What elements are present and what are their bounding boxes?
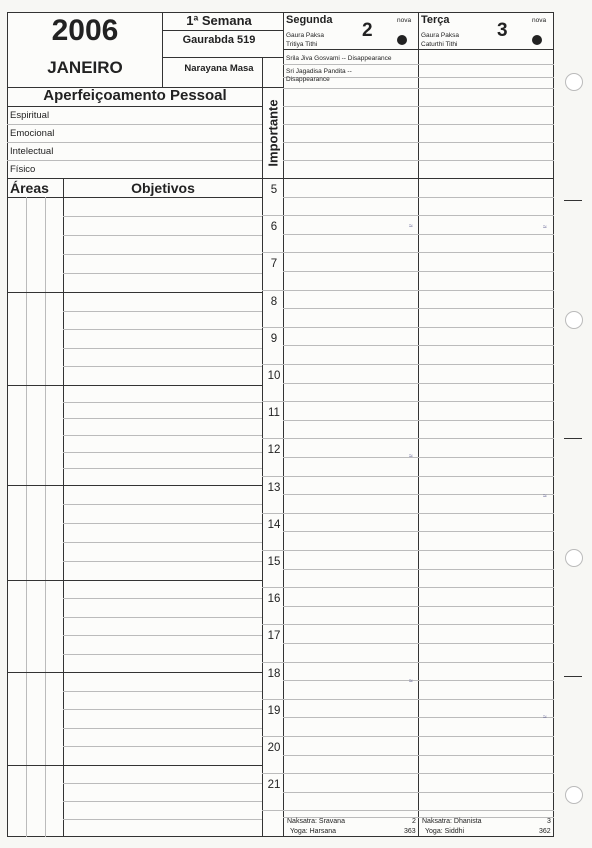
- hour-label: 5: [270, 184, 278, 196]
- hour-label: 9: [270, 332, 278, 345]
- half-hour-line: [283, 345, 554, 346]
- half-hour-line: [283, 643, 554, 644]
- goal-line: [63, 709, 262, 710]
- naksatra-monday: Naksatra: Sravana: [287, 818, 345, 825]
- category-line: [7, 124, 262, 125]
- hour-line: [262, 699, 554, 700]
- goal-block-divider: [7, 485, 262, 486]
- hour-label: 16: [267, 593, 281, 606]
- important-line: [283, 64, 554, 65]
- event-monday-1: Srila Jiva Gosvami -- Disappearance: [286, 55, 392, 62]
- goal-line: [63, 235, 262, 236]
- half-hour-line: [283, 531, 554, 532]
- important-line: [283, 106, 554, 107]
- masa-label: Narayana Masa: [184, 63, 254, 74]
- hour-label: 18: [267, 667, 281, 680]
- half-hour-line: [283, 606, 554, 607]
- gaurabda-label: Gaurabda 519: [182, 34, 256, 46]
- naksatra-number-monday: 2: [412, 818, 416, 825]
- important-label: Importante: [265, 99, 281, 167]
- areas-subcolumn: [26, 197, 27, 837]
- goal-block-divider: [7, 672, 262, 673]
- half-hour-line: [283, 383, 554, 384]
- goal-line: [63, 561, 262, 562]
- event-monday-2: Sri Jagadisa Pandita -- Disappearance: [286, 68, 352, 83]
- goal-block-divider: [7, 580, 262, 581]
- goal-line: [63, 254, 262, 255]
- month-title: JANEIRO: [47, 58, 123, 77]
- header-divider: [162, 12, 163, 87]
- goal-line: [63, 542, 262, 543]
- naksatra-number-tuesday: 3: [547, 818, 551, 825]
- half-hour-line: [283, 308, 554, 309]
- goal-line: [63, 728, 262, 729]
- goal-line: [63, 523, 262, 524]
- goal-line: [63, 418, 262, 419]
- new-moon-icon: [532, 35, 542, 45]
- hour-label: 19: [267, 704, 281, 717]
- hour-line: [262, 662, 554, 663]
- goal-line: [63, 366, 262, 367]
- half-hour-line: [283, 569, 554, 570]
- paksa-monday: Gaura Paksa: [286, 32, 324, 39]
- hour-label: 14: [267, 518, 281, 531]
- week-label: 1ª Semana: [186, 13, 252, 28]
- hour-label: 10: [267, 370, 281, 382]
- half-hour-line: [283, 792, 554, 793]
- half-hour-line: [283, 717, 554, 718]
- goal-line: [63, 273, 262, 274]
- binder-hole: [565, 786, 583, 804]
- half-hour-line: [283, 234, 554, 235]
- important-line: [283, 142, 554, 143]
- goal-line: [63, 348, 262, 349]
- half-hour-line: [283, 755, 554, 756]
- moon-label-monday: nova: [397, 17, 412, 24]
- hour-label: 17: [267, 630, 281, 643]
- section-divider: [7, 106, 263, 107]
- interval-mark-icon: ≈: [409, 678, 413, 685]
- tithi-monday: Tritiya Tithi: [286, 41, 318, 48]
- hour-label: 13: [267, 481, 281, 494]
- goal-line: [63, 617, 262, 618]
- hour-line: [262, 624, 554, 625]
- day-divider: [418, 12, 419, 837]
- year-title: 2006: [51, 14, 119, 47]
- goal-line: [63, 783, 262, 784]
- category-physical: Físico: [10, 164, 36, 175]
- hour-label: 20: [267, 742, 281, 754]
- goal-line: [63, 819, 262, 820]
- header-divider: [162, 57, 283, 58]
- hour-line: [262, 438, 554, 439]
- header-divider: [162, 30, 283, 31]
- hour-line: [262, 810, 554, 811]
- goal-line: [63, 598, 262, 599]
- hour-line: [262, 178, 554, 179]
- day-number-tuesday: 3: [497, 20, 508, 41]
- tithi-tuesday: Caturthi Tithi: [421, 41, 458, 48]
- half-hour-line: [283, 494, 554, 495]
- goal-block-divider: [7, 765, 262, 766]
- hour-label: 8: [270, 295, 278, 308]
- goal-line: [63, 311, 262, 312]
- important-line: [283, 160, 554, 161]
- hour-line: [262, 476, 554, 477]
- hour-label: 7: [270, 258, 278, 271]
- interval-mark-icon: ≈: [409, 223, 413, 230]
- goal-line: [63, 801, 262, 802]
- goal-line: [63, 504, 262, 505]
- goal-line: [63, 654, 262, 655]
- objectives-header: Objetivos: [131, 180, 195, 196]
- day-header-divider: [283, 49, 554, 50]
- category-intellectual: Intelectual: [10, 146, 54, 157]
- goal-line: [63, 468, 262, 469]
- paksa-tuesday: Gaura Paksa: [421, 32, 459, 39]
- goal-line: [63, 329, 262, 330]
- interval-mark-icon: ≈: [543, 714, 547, 721]
- goal-line: [63, 635, 262, 636]
- category-line: [7, 160, 262, 161]
- interval-mark-icon: ≈: [543, 224, 547, 231]
- hour-label: 21: [267, 779, 281, 792]
- goal-line: [63, 435, 262, 436]
- yoga-tuesday: Yoga: Siddhi: [425, 828, 465, 835]
- goal-block-divider: [7, 292, 262, 293]
- goal-line: [63, 216, 262, 217]
- hour-line: [262, 587, 554, 588]
- new-moon-icon: [397, 35, 407, 45]
- objectives-divider: [63, 178, 64, 837]
- goal-line: [63, 746, 262, 747]
- half-hour-line: [283, 457, 554, 458]
- hour-line: [262, 290, 554, 291]
- day-number-monday: 2: [362, 20, 373, 41]
- day-name-tuesday: Terça: [421, 14, 450, 26]
- half-hour-line: [283, 680, 554, 681]
- goal-line: [63, 402, 262, 403]
- hour-line: [262, 550, 554, 551]
- areas-subcolumn: [45, 197, 46, 837]
- hour-line: [262, 401, 554, 402]
- hour-line: [262, 215, 554, 216]
- day-name-monday: Segunda: [286, 14, 333, 26]
- hour-label: 6: [270, 221, 278, 234]
- binder-hole: [565, 311, 583, 329]
- hour-label: 11: [268, 407, 280, 420]
- moon-label-tuesday: nova: [532, 17, 547, 24]
- goal-line: [63, 452, 262, 453]
- category-emotional: Emocional: [10, 128, 55, 139]
- yoga-monday: Yoga: Harsana: [290, 828, 337, 835]
- page-edge-tick: [564, 438, 582, 439]
- goal-block-divider: [7, 385, 262, 386]
- hour-label: 12: [267, 444, 281, 457]
- category-line: [7, 142, 262, 143]
- hour-line: [262, 327, 554, 328]
- hour-line: [262, 252, 554, 253]
- interval-mark-icon: ≈: [543, 493, 547, 500]
- half-hour-line: [283, 420, 554, 421]
- personal-improvement-title: Aperfeiçoamento Pessoal: [43, 87, 227, 104]
- hour-label: 15: [267, 556, 281, 568]
- important-line: [283, 124, 554, 125]
- binder-hole: [565, 73, 583, 91]
- hour-line: [262, 736, 554, 737]
- hour-line: [262, 364, 554, 365]
- half-hour-line: [283, 197, 554, 198]
- interval-mark-icon: ≈: [409, 453, 413, 460]
- category-spiritual: Espiritual: [10, 110, 50, 121]
- goal-line: [63, 691, 262, 692]
- hour-line: [262, 773, 554, 774]
- page-edge-tick: [564, 200, 582, 201]
- half-hour-line: [283, 271, 554, 272]
- yoga-number-tuesday: 362: [539, 828, 551, 835]
- yoga-number-monday: 363: [404, 828, 416, 835]
- important-line: [283, 88, 554, 89]
- page-edge-tick: [564, 676, 582, 677]
- areas-header: Áreas: [10, 180, 49, 196]
- hour-line: [262, 513, 554, 514]
- binder-hole: [565, 549, 583, 567]
- naksatra-tuesday: Naksatra: Dhanista: [422, 818, 482, 825]
